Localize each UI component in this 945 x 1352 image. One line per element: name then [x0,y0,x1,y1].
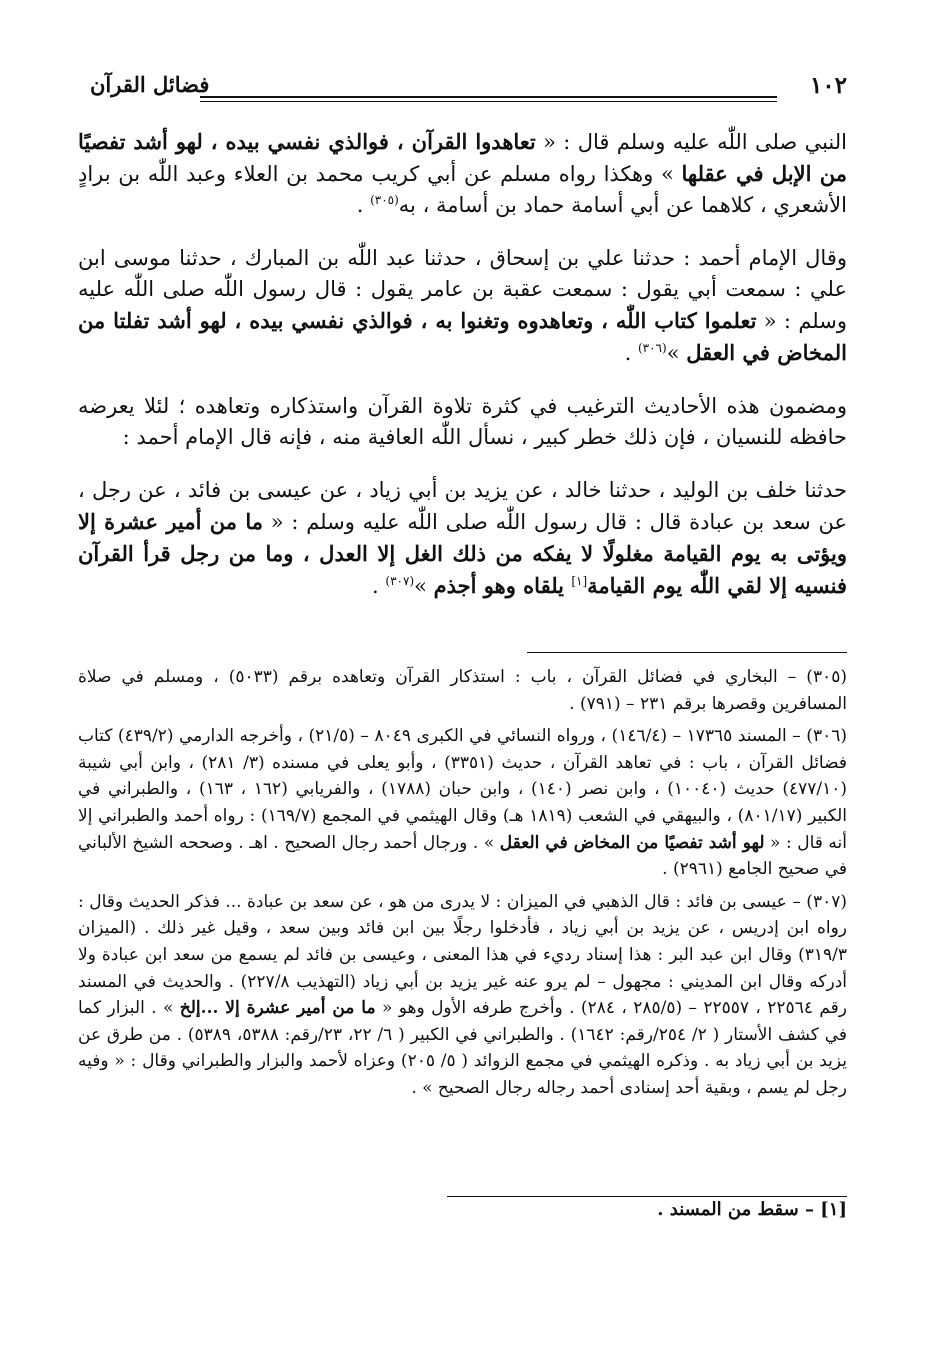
text-run: النبي صلى اللّٰه عليه وسلم قال : « [535,130,848,154]
footnote-307 [78,889,847,1102]
text-run: » [414,574,434,598]
editor-note: [١] – سقط من المسند . [447,1196,847,1220]
text-run: » [666,341,687,365]
text-run: » وهكذا رواه مسلم عن أبي كريب محمد بن العلاء وعبد اللّٰه بن برادٍ الأشعري ، كلاهما عن أبي أسامة حماد بن أسامة ، به [78,162,847,217]
page-number: ١٠٢ [809,72,847,99]
hadith-quote: يلقاه وهو أجذم [433,573,572,598]
text-run: . [372,574,386,598]
footnote-306 [78,723,847,883]
footnote-306-quote: لهو أشد تفصيًا من المخاض في العقل [499,832,765,853]
header-rule [200,96,777,102]
paragraph-2 [78,243,847,369]
footnote-306-tail: » . ورجال أحمد رجال الصحيح . اهـ . وصححه الشيخ الألباني في صحيح الجامع (٢٩٦١) . [78,832,847,880]
hadith-quote: تعلموا كتاب اللّٰه ، وتعاهدوه وتغنوا به ، فوالذي نفسي بيده ، لهو أشد تفلتا من المخاض في العقل [78,308,847,365]
text-run: حدثنا خلف بن الوليد ، حدثنا خالد ، عن يزيد بن أبي زياد ، عن عيسى بن فائد ، عن رجل ، عن سعد بن عبادة قال : قال رسول اللّٰه صلى اللّٰه عليه وسلم : « [78,478,848,534]
running-title: فضائل القرآن [90,72,210,97]
hadith-quote: تعاهدوا القرآن ، فوالذي نفسي بيده ، لهو أشد تفصيًا من الإبل في عقلها [78,129,848,186]
footnotes [78,664,847,1108]
text-run: . [624,341,638,365]
footnote-separator [527,652,847,653]
footnote-307-text: (٣٠٧) – عيسى بن فائد : قال الذهبي في الميزان : لا يدرى من هو ، عن سعد بن عبادة ... فذكر الحديث وقال : رواه ابن إدريس ، عن يزيد بن أبي زياد ، فأدخلوا رجلًا بين ابن فائد وبين سعد ، وقيل غير ذلك . (الميزان ٣١٩/٣) وقال ابن عبد البر : هذا إسناد رديء في هذا المعنى ، وعيسى بن فائد لم يسمع من سعد ابن عبادة ولا أدركه وقال ابن المديني : مجهول – لم يرو عنه غير يزيد بن أبي زياد (التهذيب ٢٢٧/٨) . والحديث في المسند رقم ٢٢٥٦٤ ، ٢٢٥٥٧ – (٢٨٥/٥ ، ٢٨٤) . وأخرج طرفه الأول وهو « [78,891,847,1019]
main-text [78,126,847,624]
paragraph-1 [78,126,847,221]
footnote-307-tail: » . البزار كما في كشف الأستار ( ٢/ ٢٥٤/رقم: ١٦٤٢) . والطبراني في الكبير ( ٦/ ٢٢، ٢٣/رقم: ٥٣٨٨، ٥٣٨٩) . من طرق عن يزيد بن أبي زياد به . وذكره الهيثمي في مجمع الزوائد ( ٥/ ٢٠٥) وعزاه لأحمد والبزار والطبراني وقال : « وفيه رجل لم يسم ، وبقية أحد إسنادى أحمد رجاله رجال الصحيح » . [78,998,847,1098]
hadith-quote: ما من أمير عشرة إلا ويؤتى به يوم القيامة مغلولًا لا يفكه من ذلك الغل إلا العدل ، وما من رجل قرأ القرآن فنسيه إلا لقي اللّٰه يوم القيامة [78,509,847,598]
paragraph-3 [78,391,847,453]
footnote-307-quote: ما من أمير عشرة إلا ...إلخ [179,998,376,1019]
reference-marker: (٣٠٥) [370,193,399,207]
reference-marker: [١] [571,574,588,588]
reference-marker: (٣٠٦) [637,341,667,355]
footnote-305 [78,664,847,717]
text-run: . [356,193,371,217]
running-header [90,72,847,112]
paragraph-4 [78,475,847,602]
text-run: ومضمون هذه الأحاديث الترغيب في كثرة تلاوة القرآن واستذكاره وتعاهده ؛ لئلا يعرضه حافظه للنسيان ، فإن ذلك خطر كبير ، نسأل اللّٰه العافية منه ، فإنه قال الإمام أحمد : [78,394,847,449]
reference-marker: (٣٠٧) [385,574,415,588]
text-run: وقال الإمام أحمد : حدثنا علي بن إسحاق ، حدثنا عبد اللّٰه بن المبارك ، حدثنا موسى ابن علي : سمعت أبي يقول : سمعت عقبة بن عامر يقول : قال رسول اللّٰه صلى اللّٰه عليه وسلم : « [78,246,847,333]
footnote-306-text: (٣٠٦) – المسند ١٧٣٦٥ – (١٤٦/٤) ، ورواه النسائي في الكبرى ٨٠٤٩ – (٢١/٥) ، وأخرجه الدارمي (٤٣٩/٢) كتاب فضائل القرآن ، باب : في تعاهد القرآن ، حديث (٣٣٥١) ، وأبو يعلى في مسنده (٣/ ٢٨١) ، وابن أبي شيبة (٤٧٧/١٠) حديث (١٠٠٤٠) ، وابن نصر (١٤٠) ، وابن حبان (١٧٨٨) ، والفريابي (١٦٢ ، ١٦٣) ، والطبراني في الكبير (٨٠١/١٧) ، والبيهقي في الشعب (١٨١٩ هـ) وقال الهيثمي في المجمع (١٦٩/٧) : رواه أحمد والطبراني إلا أنه قال : « [78,726,848,853]
footnote-305-text: (٣٠٥) – البخاري في فضائل القرآن ، باب : استذكار القرآن وتعاهده برقم (٥٠٣٣) ، ومسلم في صلاة المسافرين وقصرها برقم ٢٣١ – (٧٩١) . [78,667,847,714]
